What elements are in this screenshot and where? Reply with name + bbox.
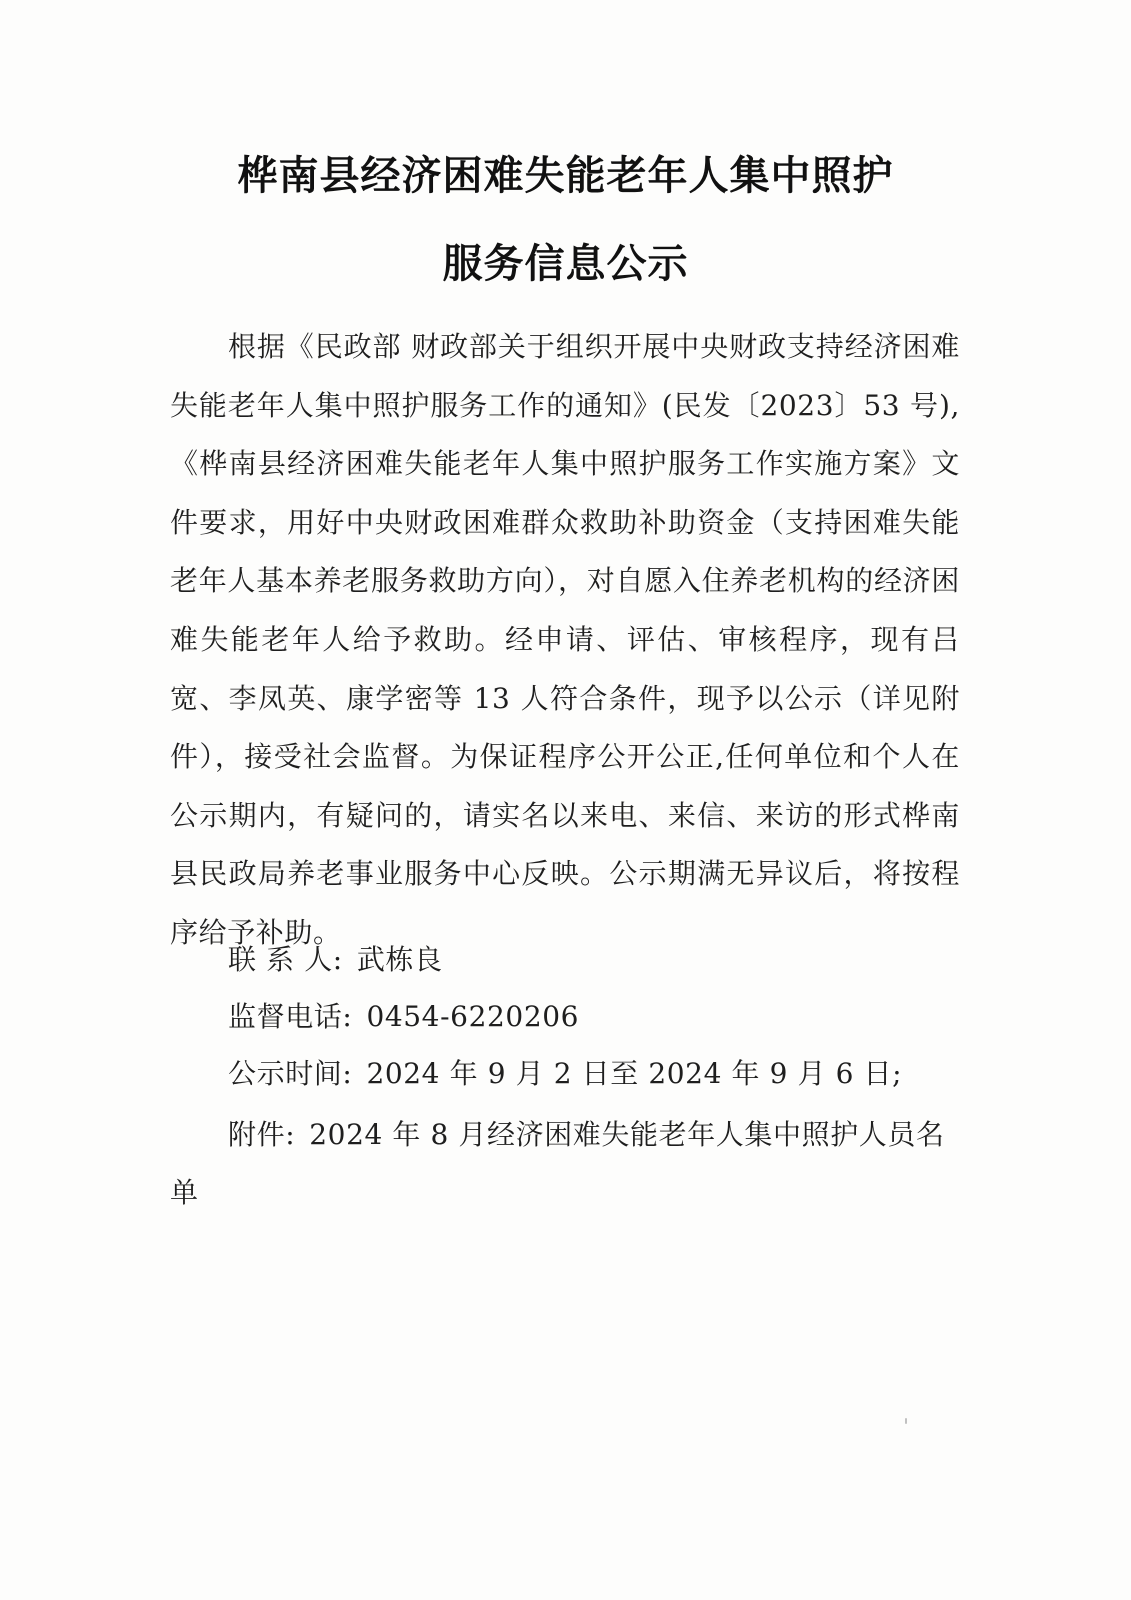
period-value: 2024 年 9 月 2 日至 2024 年 9 月 6 日;: [366, 1057, 903, 1090]
scan-speck: [905, 1418, 907, 1424]
document-title-line-2: 服务信息公示: [442, 241, 689, 287]
contact-value: 武栋良: [356, 943, 443, 976]
phone-value: 0454-6220206: [366, 1000, 580, 1033]
notice-body-paragraph: 根据《民政部 财政部关于组织开展中央财政支持经济困难失能老年人集中照护服务工作的通知》(民发〔2023〕53 号),《桦南县经济困难失能老年人集中照护服务工作实施方案》文件要求，用好中央财政困难群众救助补助资金（支持困难失能老年人基本养老服务救助方向），对自愿入住养老机构的经济困难失能老年人给予救助。经申请、评估、审核程序，现有吕宽、李凤英、康学密等 13 人符合条件，现予以公示（详见附件），接受社会监督。为保证程序公开公正,任何单位和个人在公示期内，有疑问的，请实名以来电、来信、来访的形式桦南县民政局养老事业服务中心反映。公示期满无异议后，将按程序给予补助。: [170, 330, 960, 949]
document-title-line-1: 桦南县经济困难失能老年人集中照护: [237, 153, 894, 199]
period-label: 公示时间:: [228, 1057, 353, 1090]
contact-person-line: [228, 940, 443, 980]
attachment-label: 附件:: [228, 1118, 296, 1151]
contact-label: 联 系 人:: [228, 943, 343, 976]
publicity-period-line: [228, 1054, 902, 1094]
attachment-value: 2024 年 8 月经济困难失能老年人集中照护人员名单: [170, 1118, 945, 1209]
supervision-phone-line: [228, 997, 579, 1037]
attachment-line: [170, 1106, 960, 1222]
phone-label: 监督电话:: [228, 1000, 353, 1033]
